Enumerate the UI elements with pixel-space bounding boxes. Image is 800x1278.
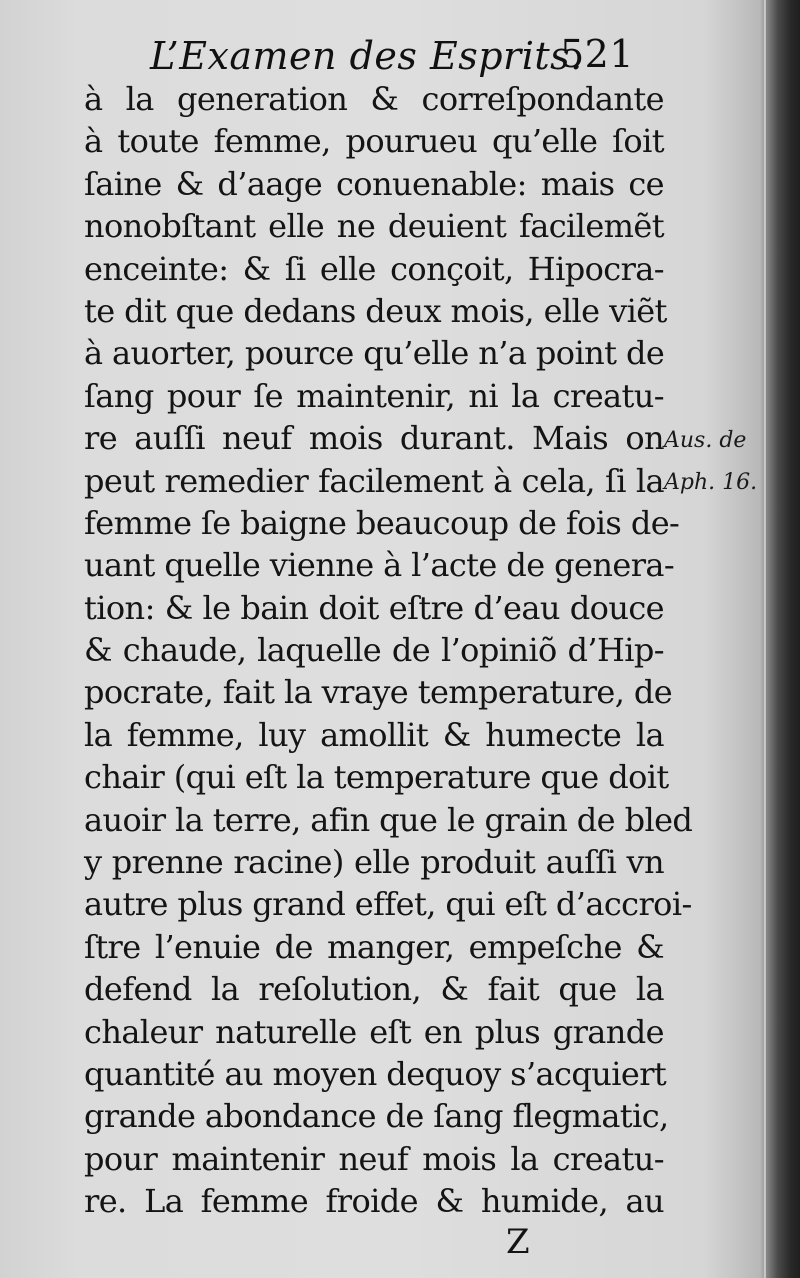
text-line: & chaude, laquelle de l’opiniõ d’Hip- — [84, 631, 664, 670]
text-line: chaleur naturelle eſt en plus grande — [84, 1012, 664, 1051]
margin-note: Aus. de — [664, 428, 747, 453]
text-line: enceinte: & ſi elle conçoit, Hipocra- — [84, 249, 664, 288]
margin-note: Aph. 16. — [664, 470, 758, 495]
text-line: te dit que dedans deux mois, elle viẽt — [84, 291, 667, 330]
page-number: 521 — [560, 32, 635, 76]
text-line: autre plus grand effet, qui eſt d’accroi- — [84, 885, 692, 924]
text-line: ſang pour ſe maintenir, ni la creatu- — [84, 376, 664, 415]
signature-mark: Z — [506, 1222, 530, 1262]
text-line: y prenne racine) elle produit auſſi vn — [84, 843, 664, 882]
text-line: à la generation & correſpondante — [84, 80, 664, 118]
text-line: la femme, luy amollit & humecte la — [84, 715, 664, 754]
text-line: femme ſe baigne beaucoup de fois de- — [84, 503, 680, 542]
text-line: auoir la terre, afin que le grain de bled — [84, 800, 693, 839]
text-line: uant quelle vienne à l’acte de genera- — [84, 546, 675, 585]
body-text — [84, 78, 693, 1223]
text-line: peut remedier facilement à cela, ſi la — [84, 461, 664, 500]
text-line: re auſſi neuf mois durant. Mais on — [84, 419, 664, 458]
text-line: nonobſtant elle ne deuient facilemẽt — [84, 207, 664, 246]
running-title: L’Examen des Esprits. — [150, 34, 583, 78]
text-line: re. La femme froide & humide, au — [84, 1182, 664, 1221]
text-line: grande abondance de ſang flegmatic, — [84, 1097, 669, 1136]
text-line: defend la reſolution, & fait que la — [84, 970, 664, 1009]
text-line: ſtre l’enuie de manger, empeſche & — [84, 927, 664, 966]
text-line: pour maintenir neuf mois la creatu- — [84, 1139, 664, 1178]
book-spine — [766, 0, 800, 1278]
text-line: à toute femme, pourueu qu’elle ſoit — [84, 122, 664, 161]
text-line: chair (qui eſt la temperature que doit — [84, 758, 669, 797]
text-line: tion: & le bain doit eſtre d’eau douce — [84, 588, 664, 627]
text-line: à auorter, pource qu’elle n’a point de — [84, 334, 665, 373]
text-line: ſaine & d’aage conuenable: mais ce — [84, 164, 664, 203]
text-line: quantité au moyen dequoy s’acquiert — [84, 1054, 667, 1093]
text-line: pocrate, fait la vraye temperature, de — [84, 673, 673, 712]
